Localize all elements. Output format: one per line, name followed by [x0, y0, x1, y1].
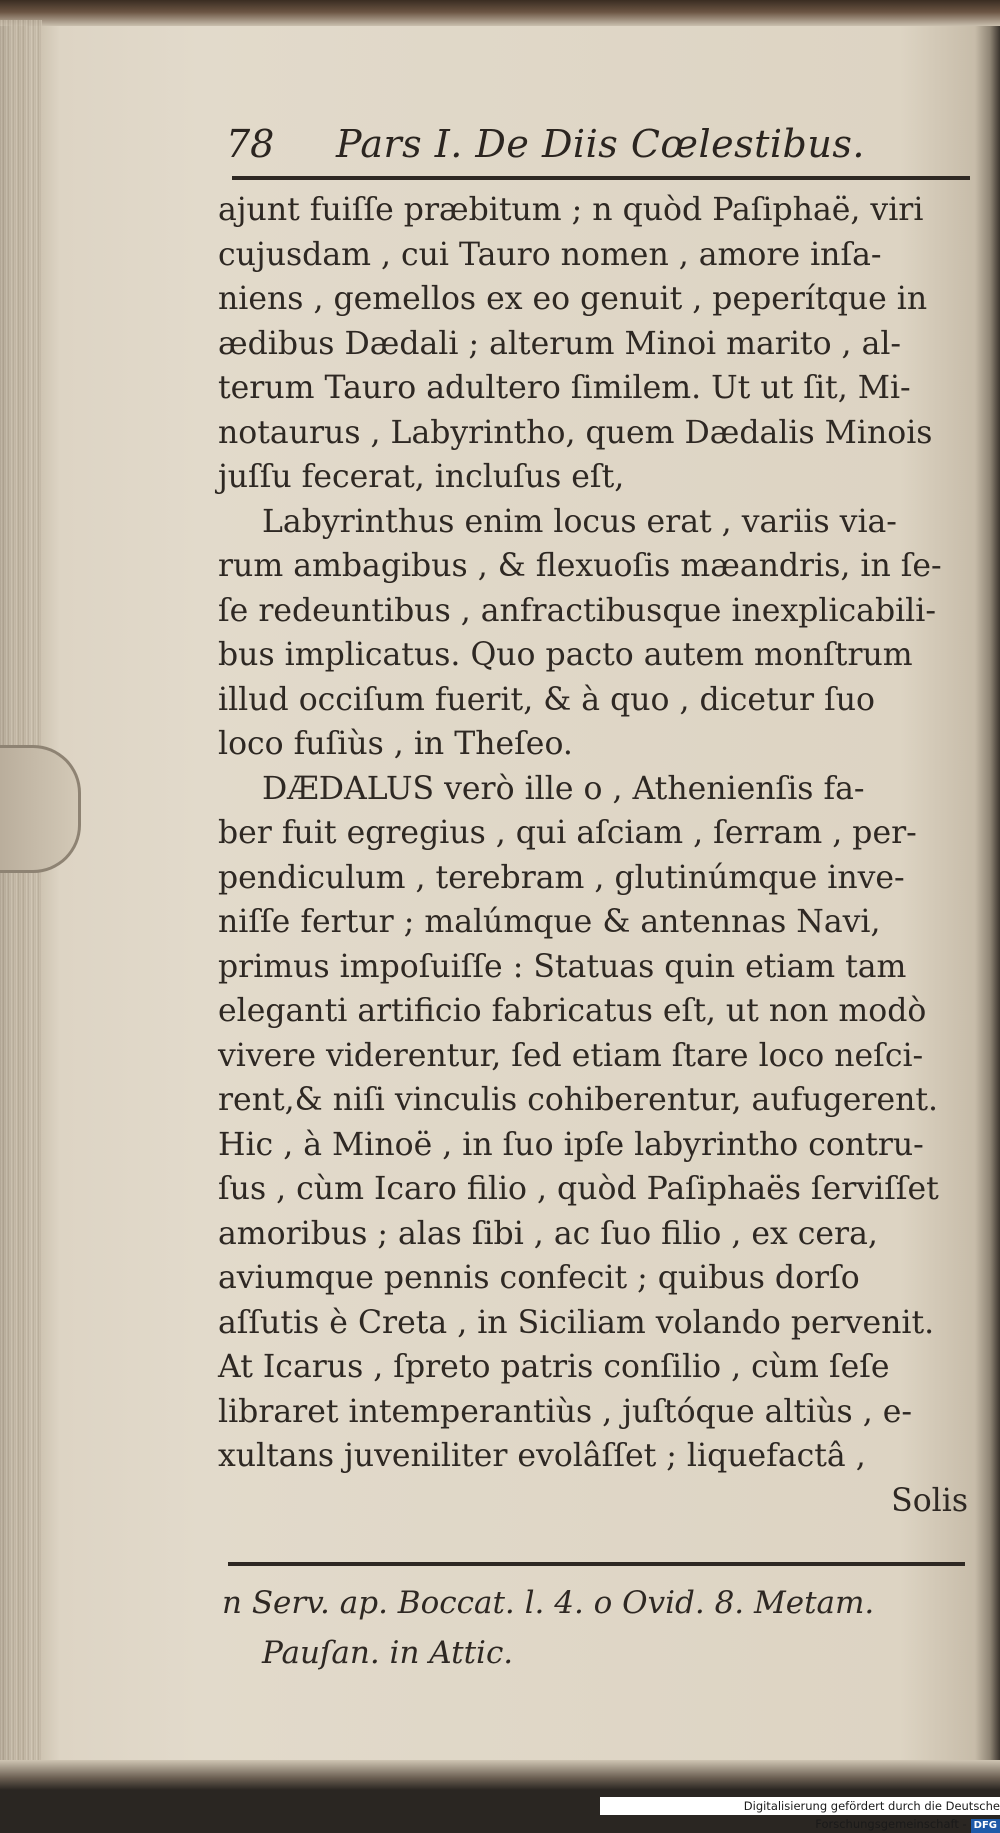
text-line: ajunt fuiſſe præbitum ; n quòd Paſiphaë, viri	[218, 192, 924, 228]
text-line: At Icarus , ſpreto patris conſilio , cùm ſeſe	[218, 1349, 890, 1385]
text-line: ber fuit egregius , qui aſciam , ſerram , per-	[218, 815, 917, 851]
text-line: primus impoſuiſſe : Statuas quin etiam tam	[218, 948, 907, 985]
text-line: libraret intemperantiùs , juſtóque altiùs , e-	[218, 1393, 913, 1430]
page-edges	[0, 20, 42, 1770]
text-line: rent,& niſi vinculis cohiberentur, aufugerent.	[218, 1082, 939, 1118]
dfg-logo: DFG	[971, 1819, 1000, 1833]
book-bottom-edge	[0, 1760, 1000, 1790]
page-number: 78	[226, 122, 275, 166]
text-line: ſus , cùm Icaro filio , quòd Paſiphaës ſerviſſet	[218, 1171, 939, 1207]
footnote-line: Pauſan. in Attic.	[262, 1635, 514, 1671]
text-line: rum ambagibus , & flexuoſis mæandris, in ſe-	[218, 548, 942, 584]
body-text	[218, 188, 968, 1523]
text-line: aſſutis è Creta , in Siciliam volando pervenit.	[218, 1304, 935, 1341]
text-line: bus implicatus. Quo pacto autem monſtrum	[218, 637, 913, 673]
text-line: eleganti artificio fabricatus eſt, ut non modò	[218, 993, 927, 1029]
text-line: illud occiſum fuerit, & à quo , dicetur ſuo	[218, 681, 875, 718]
digitization-credit	[600, 1797, 1000, 1831]
catchword: Solis	[891, 1482, 968, 1519]
book-top-edge	[0, 0, 1000, 26]
footnote-line: n Serv. ap. Boccat. l. 4. o Ovid. 8. Metam.	[222, 1585, 875, 1621]
text-line: pendiculum , terebram , glutinúmque inve-	[218, 859, 905, 896]
text-line: niſſe fertur ; malúmque & antennas Navi,	[218, 904, 881, 940]
book-clasp	[0, 745, 81, 873]
text-line: vivere viderentur, ſed etiam ſtare loco neſci-	[218, 1037, 924, 1074]
text-line: DÆDALUS verò ille o , Athenienſis fa-	[262, 770, 865, 807]
text-line: ædibus Dædali ; alterum Minoi marito , al-	[218, 325, 902, 362]
footnotes	[222, 1578, 962, 1678]
text-line: juſſu fecerat, incluſus eſt,	[218, 459, 625, 495]
credit-text: Digitalisierung gefördert durch die Deutsche Forschungsgemeinschaft -	[743, 1799, 1000, 1831]
page-header	[226, 118, 966, 178]
running-title: Pars I. De Diis Cœlestibus.	[336, 122, 865, 166]
text-line: niens , gemellos ex eo genuit , peperítque in	[218, 281, 928, 317]
text-line: xultans juveniliter evolâſſet ; liquefactâ ,	[218, 1438, 866, 1474]
text-line: cujusdam , cui Tauro nomen , amore inſa-	[218, 236, 882, 273]
text-line: loco fuſiùs , in Theſeo.	[218, 726, 573, 762]
text-line: Labyrinthus enim locus erat , variis via-	[262, 503, 897, 540]
text-line: Hic , à Minoë , in ſuo ipſe labyrintho contru-	[218, 1126, 924, 1163]
header-rule	[232, 176, 970, 180]
footnote-rule	[228, 1562, 965, 1566]
text-line: aviumque pennis confecit ; quibus dorſo	[218, 1260, 860, 1296]
text-line: amoribus ; alas ſibi , ac ſuo filio , ex cera,	[218, 1215, 878, 1252]
text-line: notaurus , Labyrintho, quem Dædalis Minois	[218, 414, 933, 451]
text-line: ſe redeuntibus , anfractibusque inexplicabili-	[218, 592, 936, 629]
text-line: terum Tauro adultero ſimilem. Ut ut ſit, Mi-	[218, 370, 911, 406]
